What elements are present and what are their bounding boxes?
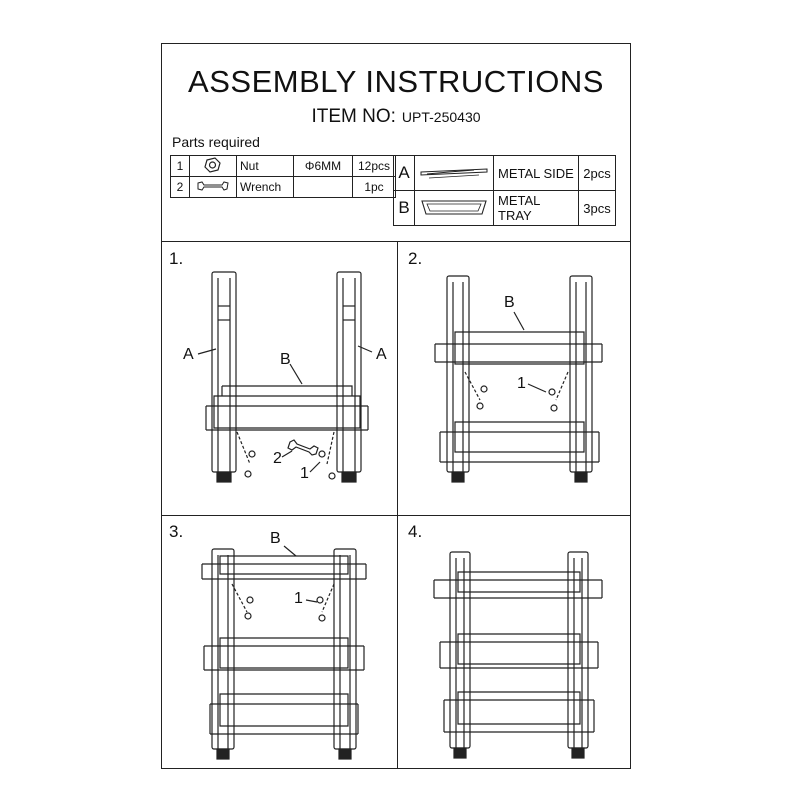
- part-number: 1: [171, 156, 190, 177]
- part-letter: A: [394, 156, 415, 191]
- part-name: METAL TRAY: [494, 191, 579, 226]
- assembly-diagrams: [162, 44, 630, 768]
- parts-required-label: Parts required: [172, 134, 260, 150]
- step-1-label: 1.: [169, 249, 184, 268]
- part-qty: 1pc: [353, 177, 396, 198]
- step-4-label: 4.: [408, 522, 423, 541]
- callout-label: A: [183, 346, 194, 363]
- part-name: Wrench: [237, 177, 294, 198]
- callout-label: B: [280, 351, 291, 368]
- part-name: METAL SIDE: [494, 156, 579, 191]
- part-spec: Φ6MM: [294, 156, 353, 177]
- callout-label: 1: [517, 375, 526, 392]
- part-qty: 2pcs: [579, 156, 616, 191]
- step-3-label: 3.: [169, 522, 184, 541]
- part-letter: B: [394, 191, 415, 226]
- callout-label: B: [270, 530, 281, 547]
- callout-label: B: [504, 294, 515, 311]
- part-name: Nut: [237, 156, 294, 177]
- part-number: 2: [171, 177, 190, 198]
- callout-label: 1: [300, 465, 309, 482]
- part-qty: 3pcs: [579, 191, 616, 226]
- instruction-sheet: [161, 43, 631, 769]
- step-2-diagram: [435, 276, 602, 482]
- callout-label: A: [376, 346, 387, 363]
- callout-label: 1: [294, 590, 303, 607]
- step-2-label: 2.: [408, 249, 423, 268]
- part-qty: 12pcs: [353, 156, 396, 177]
- item-number-code: UPT-250430: [401, 109, 481, 125]
- item-number-label: ITEM NO:: [311, 106, 396, 127]
- step-3-diagram: [202, 546, 366, 759]
- step-1-diagram: [198, 272, 372, 482]
- document-title: ASSEMBLY INSTRUCTIONS: [188, 64, 604, 99]
- callout-label: 2: [273, 450, 282, 467]
- step-4-diagram: [434, 552, 602, 758]
